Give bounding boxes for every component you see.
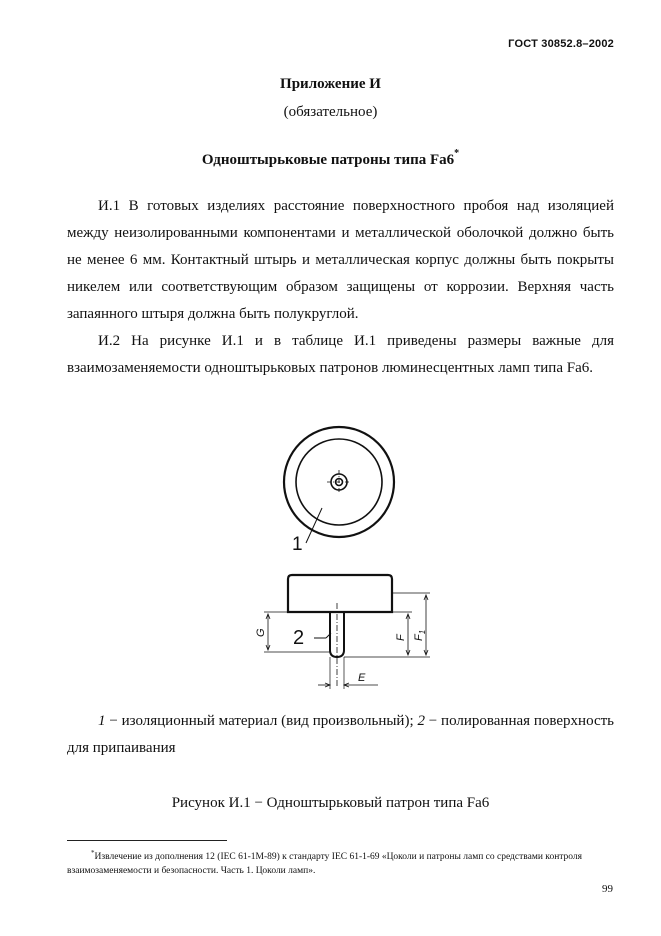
section-title-text: Одноштырьковые патроны типа Fa6 [201, 152, 455, 168]
footnote-divider [67, 840, 227, 841]
paragraph-1: И.1 В готовых изделиях расстояние поверхностного пробоя над изоляцией между неизолированными компонентами и металлической оболочкой должно быть не менее 6 мм. Контактный штырь и металлическая корпус должны быть покрыты никелем или соответствующим образом защищены от коррозии. Верхняя часть запаянного штыря должна быть полукруглой. [67, 198, 614, 322]
dim-F1-subscript: 1 [418, 629, 427, 635]
footnote-text: Извлечение из дополнения 12 (IEC 61-1M-89) к стандарту IEC 61-1-69 «Цоколи и патроны ламп со средствами контроля взаимозаменяемости и безопасности. Часть 1. Цоколи ламп». [67, 852, 583, 877]
footnote [67, 846, 614, 878]
legend-text-2: − полированная поверхность для припаивания [67, 713, 615, 756]
appendix-subtitle: (обязательное) [283, 104, 378, 120]
dim-F1-letter: F [413, 634, 425, 641]
dim-G-label: G [255, 628, 267, 637]
legend-text-1: − изоляционный материал (вид произвольный); [105, 713, 418, 729]
label-2: 2 [293, 627, 305, 649]
standard-header: ГОСТ 30852.8–2002 [508, 38, 614, 50]
side-view [264, 575, 430, 689]
label-1: 1 [292, 534, 303, 555]
legend-num-2: 2 [417, 713, 425, 729]
paragraph-2: И.2 На рисунке И.1 и в таблице И.1 приведены размеры важные для взаимозаменяемости одноштырьковых патронов люминесцентных ламп типа Fa6. [67, 333, 614, 376]
page-number: 99 [602, 883, 613, 895]
figure-socket-drawing [250, 425, 440, 695]
dim-F-label: F [395, 634, 407, 641]
dim-F1-label [413, 630, 427, 641]
figure-caption: Рисунок И.1 − Одноштырьковый патрон типа Fa6 [171, 795, 490, 811]
section-title [0, 150, 661, 169]
dim-E-label: E [358, 672, 366, 684]
top-view [284, 427, 394, 543]
legend-num-1: 1 [98, 713, 106, 729]
footnote-marker: * [454, 148, 460, 159]
appendix-title: Приложение И [280, 76, 381, 92]
footnote-mark: * [91, 849, 95, 857]
figure-legend [67, 708, 614, 762]
